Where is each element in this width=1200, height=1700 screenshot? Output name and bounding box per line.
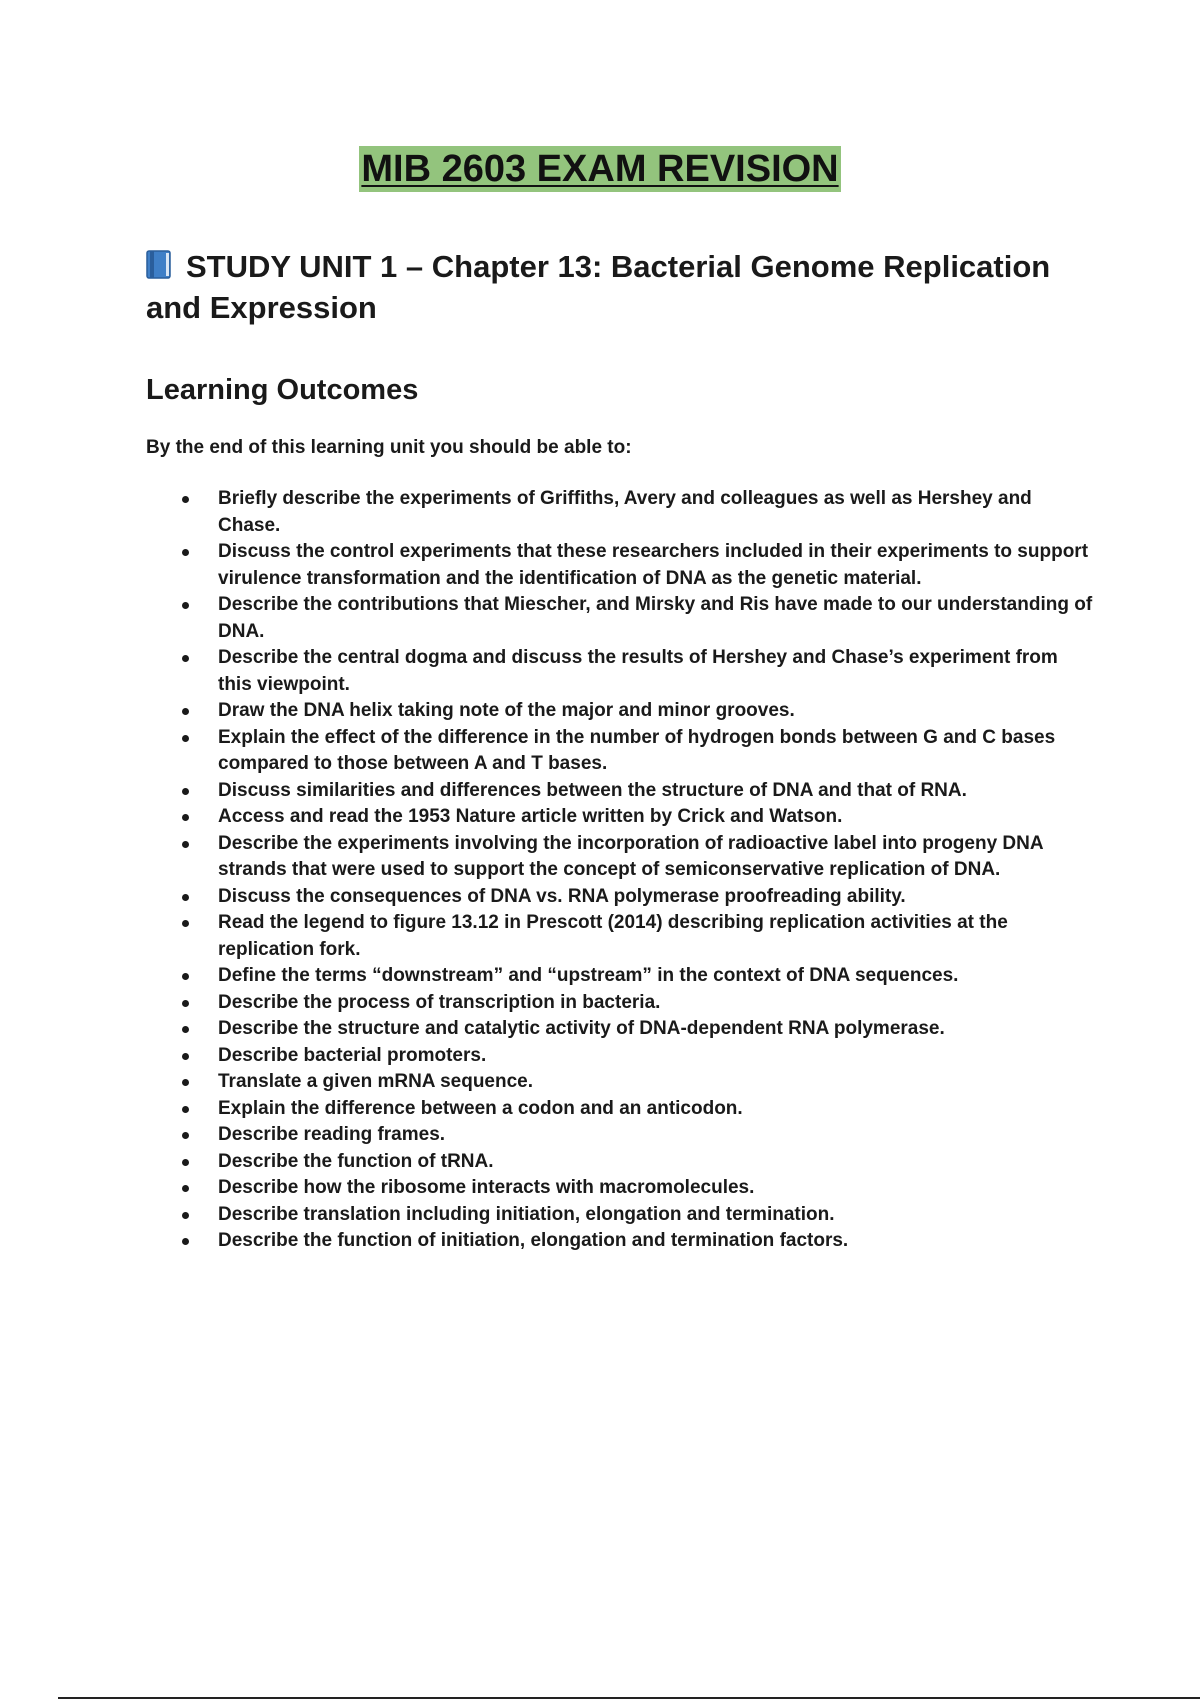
list-item	[146, 1043, 1096, 1070]
list-item	[146, 1016, 1096, 1043]
list-item	[146, 1228, 1096, 1255]
list-item	[146, 1069, 1096, 1096]
bullet-icon	[182, 841, 189, 848]
bullet-icon	[182, 1079, 189, 1086]
list-item-text: Describe how the ribosome interacts with macromolecules.	[218, 1177, 755, 1198]
list-item	[146, 1175, 1096, 1202]
bullet-icon	[182, 1132, 189, 1139]
list-item-text: Explain the effect of the difference in the number of hydrogen bonds between G and C bases compared to those between A and T bases.	[218, 726, 1056, 774]
bullet-icon	[182, 814, 189, 821]
study-unit-heading-text: STUDY UNIT 1 – Chapter 13: Bacterial Genome Replication and Expression	[146, 249, 1051, 325]
list-item-text: Describe the function of tRNA.	[218, 1150, 494, 1172]
learning-outcomes-list	[146, 486, 1096, 1255]
list-item	[146, 910, 1096, 963]
bullet-icon	[182, 1053, 189, 1060]
list-item-text: Define the terms “downstream” and “upstream” in the context of DNA sequences.	[218, 965, 959, 986]
list-item	[146, 725, 1096, 778]
bullet-icon	[182, 788, 189, 795]
learning-outcomes-heading: Learning Outcomes	[146, 374, 419, 406]
list-item-text: Discuss the control experiments that these researchers included in their experiments to support virulence transformation and the identification of DNA as the genetic material.	[218, 541, 1089, 589]
list-item-text: Describe translation including initiation, elongation and termination.	[218, 1203, 835, 1225]
list-item-text: Draw the DNA helix taking note of the major and minor grooves.	[218, 700, 795, 721]
bullet-icon	[182, 1026, 189, 1033]
list-item-text: Describe the structure and catalytic activity of DNA-dependent RNA polymerase.	[218, 1018, 945, 1039]
list-item	[146, 804, 1096, 831]
bullet-icon	[182, 1212, 189, 1219]
bullet-icon	[182, 602, 189, 609]
bullet-icon	[182, 708, 189, 715]
list-item-text: Discuss the consequences of DNA vs. RNA polymerase proofreading ability.	[218, 885, 906, 907]
list-item-text: Describe the function of initiation, elongation and termination factors.	[218, 1230, 849, 1251]
intro-text: By the end of this learning unit you should be able to:	[146, 437, 632, 458]
list-item-text: Read the legend to figure 13.12 in Prescott (2014) describing replication activities at the replication fork.	[218, 912, 1008, 960]
bullet-icon	[182, 1159, 189, 1166]
bullet-icon	[182, 1106, 189, 1113]
list-item-text: Explain the difference between a codon and an anticodon.	[218, 1097, 743, 1119]
bullet-icon	[182, 894, 189, 901]
list-item-text: Discuss similarities and differences between the structure of DNA and that of RNA.	[218, 779, 967, 801]
list-item-text: Briefly describe the experiments of Griffiths, Avery and colleagues as well as Hershey and Chase.	[218, 488, 1032, 536]
bullet-icon	[182, 1185, 189, 1192]
list-item	[146, 1122, 1096, 1149]
bullet-icon	[182, 920, 189, 927]
list-item-text: Describe the central dogma and discuss the results of Hershey and Chase’s experiment from this viewpoint.	[218, 647, 1058, 695]
list-item	[146, 963, 1096, 990]
list-item	[146, 486, 1096, 539]
bullet-icon	[182, 1000, 189, 1007]
title-container	[0, 146, 1200, 192]
bullet-icon	[182, 735, 189, 742]
list-item	[146, 990, 1096, 1017]
list-item	[146, 645, 1096, 698]
list-item-text: Describe the contributions that Miescher, and Mirsky and Ris have made to our understanding of DNA.	[218, 594, 1093, 642]
list-item	[146, 698, 1096, 725]
list-item	[146, 1202, 1096, 1229]
list-item	[146, 1096, 1096, 1123]
document-title: MIB 2603 EXAM REVISION	[361, 148, 839, 190]
bullet-icon	[182, 549, 189, 556]
list-item	[146, 592, 1096, 645]
list-item-text: Describe reading frames.	[218, 1124, 446, 1145]
list-item-text: Describe the process of transcription in bacteria.	[218, 991, 661, 1013]
list-item-text: Describe the experiments involving the incorporation of radioactive label into progeny DNA strands that were used to support the concept of semiconservative replication of DNA.	[218, 832, 1043, 880]
bullet-icon	[182, 1238, 189, 1245]
bullet-icon	[182, 655, 189, 662]
list-item	[146, 884, 1096, 911]
list-item	[146, 539, 1096, 592]
page-bottom-divider	[58, 1697, 1200, 1699]
bullet-icon	[182, 496, 189, 503]
list-item	[146, 1149, 1096, 1176]
bullet-icon	[182, 973, 189, 980]
study-unit-heading	[146, 246, 1076, 328]
list-item-text: Describe bacterial promoters.	[218, 1044, 487, 1066]
blue-book-icon	[146, 250, 172, 280]
list-item-text: Translate a given mRNA sequence.	[218, 1071, 534, 1092]
list-item	[146, 831, 1096, 884]
list-item	[146, 778, 1096, 805]
list-item-text: Access and read the 1953 Nature article written by Crick and Watson.	[218, 806, 843, 827]
